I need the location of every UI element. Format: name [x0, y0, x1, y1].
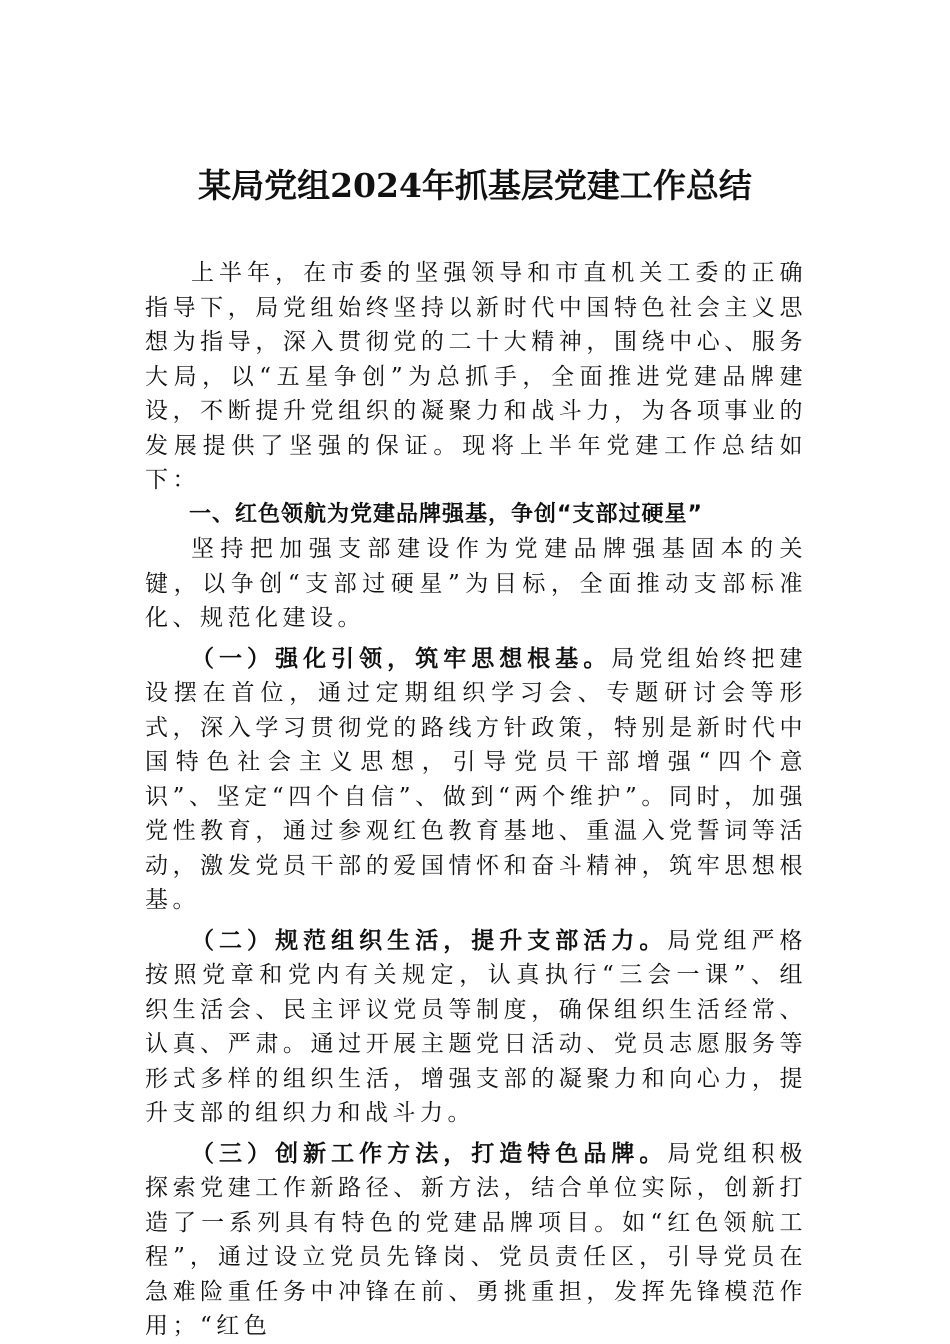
subsection-text-3: 局党组积极探索党建工作新路径、新方法，结合单位实际，创新打造了一系列具有特色的党建品牌项目。如“红色领航工程”，通过设立党员先锋岗、党员责任区，引导党员在急难险重任务中冲锋在前、勇挑重担，发挥先锋模范作用；“红色	[145, 1140, 808, 1339]
subsection-heading-2: （二）规范组织生活，提升支部活力。	[191, 926, 668, 954]
subsection-text-1: 局党组始终把建设摆在首位，通过定期组织学习会、专题研讨会等形式，深入学习贯彻党的路线方针政策，特别是新时代中国特色社会主义思想，引导党员干部增强“四个意识”、坚定“四个自信”、做到“两个维护”。同时，加强党性教育，通过参观红色教育基地、重温入党誓词等活动，激发党员干部的爱国情怀和奋斗精神，筑牢思想根基。	[145, 645, 808, 913]
section-lead-paragraph: 坚持把加强支部建设作为党建品牌强基固本的关键，以争创“支部过硬星”为目标，全面推动支部标准化、规范化建设。	[145, 536, 807, 631]
section-heading: 一、红色领航为党建品牌强基，争创“支部过硬星”	[189, 501, 703, 527]
document-title: 某局党组2024年抓基层党建工作总结	[198, 166, 752, 205]
subsection-text-2: 局党组严格按照党章和党内有关规定，认真执行“三会一课”、组织生活会、民主评议党员等制度，确保组织生活经常、认真、严肃。通过开展主题党日活动、党员志愿服务等形式多样的组织生活，增强支部的凝聚力和向心力，提升支部的组织力和战斗力。	[145, 927, 808, 1126]
subsection-paragraph-2	[145, 924, 807, 1131]
subsection-heading-3: （三）创新工作方法，打造特色品牌。	[191, 1139, 668, 1167]
intro-paragraph: 上半年，在市委的坚强领导和市直机关工委的正确指导下，局党组始终坚持以新时代中国特色社会主义思想为指导，深入贯彻党的二十大精神，围绕中心、服务大局，以“五星争创”为总抓手，全面推进党建品牌建设，不断提升党组织的凝聚力和战斗力，为各项事业的发展提供了坚强的保证。现将上半年党建工作总结如下：	[145, 260, 807, 493]
subsection-paragraph-1	[145, 642, 807, 918]
document-body	[145, 256, 807, 1344]
subsection-heading-1: （一）强化引领，筑牢思想根基。	[191, 644, 612, 672]
subsection-paragraph-3	[145, 1137, 807, 1344]
